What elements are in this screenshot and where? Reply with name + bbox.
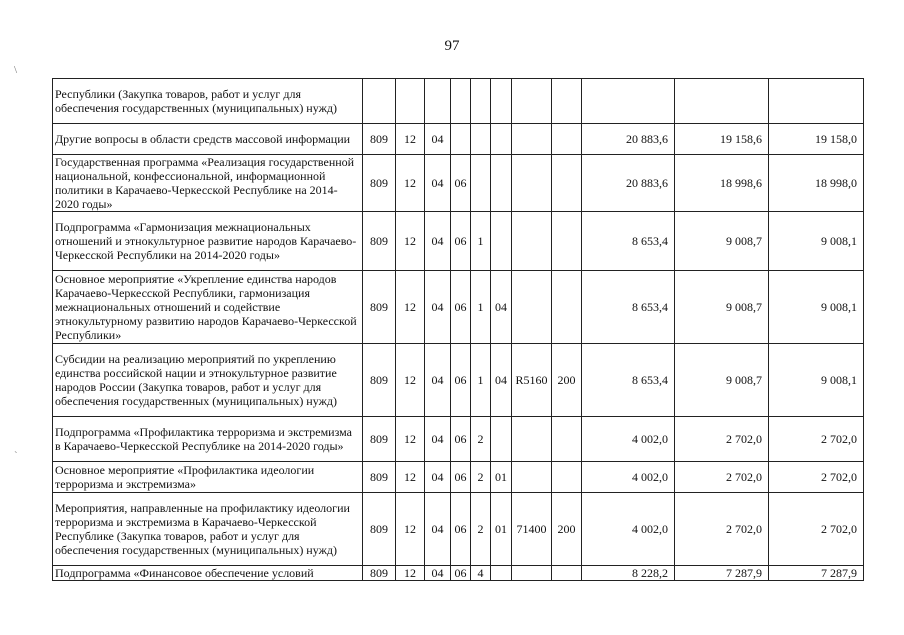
code-subsection: 04: [425, 462, 451, 493]
table-row: [53, 493, 864, 566]
table-row: [53, 344, 864, 417]
code-subprogram: [471, 124, 491, 155]
amount-year-3: 19 158,0: [769, 124, 864, 155]
table-row: [53, 417, 864, 462]
code-section: 12: [396, 271, 425, 344]
code-activity: [491, 417, 512, 462]
code-direction: [512, 155, 552, 212]
amount-year-1: 20 883,6: [582, 124, 675, 155]
code-subprogram: 4: [471, 566, 491, 581]
code-subsection: 04: [425, 344, 451, 417]
code-direction: [512, 462, 552, 493]
code-expense-type: [552, 462, 582, 493]
amount-year-3: 2 702,0: [769, 417, 864, 462]
code-program: 06: [451, 271, 471, 344]
page-number: 97: [444, 38, 460, 54]
amount-year-2: 7 287,9: [675, 566, 769, 581]
code-subprogram: 1: [471, 271, 491, 344]
code-expense-type: [552, 79, 582, 124]
code-subprogram: [471, 79, 491, 124]
code-direction: R5160: [512, 344, 552, 417]
row-description: Подпрограмма «Профилактика терроризма и экстремизма в Карачаево-Черкесской Республике на 2014-2020 годы»: [53, 417, 363, 462]
scan-mark: \: [14, 64, 18, 76]
code-ministry: 809: [363, 155, 396, 212]
amount-year-1: 8 653,4: [582, 212, 675, 271]
row-description: Основное мероприятие «Укрепление единства народов Карачаево-Черкесской Республики, гармонизация межнациональных отношений и содействие этнокультурному развитию народов Карачаево-Черкесской Республики»: [53, 271, 363, 344]
table-row: [53, 155, 864, 212]
budget-table: [52, 78, 864, 581]
code-subsection: 04: [425, 124, 451, 155]
code-expense-type: [552, 124, 582, 155]
code-section: 12: [396, 417, 425, 462]
code-ministry: 809: [363, 344, 396, 417]
table-row: [53, 79, 864, 124]
amount-year-2: 2 702,0: [675, 417, 769, 462]
code-activity: 01: [491, 462, 512, 493]
code-program: 06: [451, 417, 471, 462]
code-subsection: 04: [425, 417, 451, 462]
amount-year-2: 2 702,0: [675, 462, 769, 493]
row-description: Подпрограмма «Финансовое обеспечение условий: [53, 566, 363, 581]
table-row: [53, 462, 864, 493]
code-direction: [512, 124, 552, 155]
code-expense-type: [552, 417, 582, 462]
amount-year-3: 9 008,1: [769, 271, 864, 344]
table-body: [53, 79, 864, 581]
code-ministry: [363, 79, 396, 124]
amount-year-2: 2 702,0: [675, 493, 769, 566]
table-row: [53, 566, 864, 581]
amount-year-1: 8 653,4: [582, 271, 675, 344]
amount-year-1: [582, 79, 675, 124]
code-direction: [512, 417, 552, 462]
code-section: 12: [396, 124, 425, 155]
table-row: [53, 212, 864, 271]
amount-year-3: 2 702,0: [769, 462, 864, 493]
code-direction: [512, 212, 552, 271]
code-activity: [491, 212, 512, 271]
code-ministry: 809: [363, 493, 396, 566]
code-section: 12: [396, 493, 425, 566]
code-expense-type: 200: [552, 493, 582, 566]
code-direction: [512, 79, 552, 124]
code-direction: 71400: [512, 493, 552, 566]
amount-year-2: 9 008,7: [675, 344, 769, 417]
amount-year-2: 9 008,7: [675, 271, 769, 344]
code-section: 12: [396, 566, 425, 581]
code-ministry: 809: [363, 212, 396, 271]
code-subsection: [425, 79, 451, 124]
code-section: [396, 79, 425, 124]
code-program: 06: [451, 212, 471, 271]
code-subsection: 04: [425, 493, 451, 566]
code-activity: [491, 155, 512, 212]
code-activity: [491, 566, 512, 581]
amount-year-1: 8 228,2: [582, 566, 675, 581]
scan-mark: `: [14, 450, 18, 462]
code-program: 06: [451, 344, 471, 417]
amount-year-2: 18 998,6: [675, 155, 769, 212]
code-expense-type: 200: [552, 344, 582, 417]
row-description: Республики (Закупка товаров, работ и услуг для обеспечения государственных (муниципальных) нужд): [53, 79, 363, 124]
code-subprogram: 2: [471, 493, 491, 566]
code-ministry: 809: [363, 417, 396, 462]
code-program: 06: [451, 462, 471, 493]
row-description: Подпрограмма «Гармонизация межнациональных отношений и этнокультурное развитие народов Карачаево-Черкесской Республики на 2014-2020 годы»: [53, 212, 363, 271]
amount-year-3: 18 998,0: [769, 155, 864, 212]
amount-year-1: 4 002,0: [582, 417, 675, 462]
row-description: Мероприятия, направленные на профилактику идеологии терроризма и экстремизма в Карачаево-Черкесской Республике (Закупка товаров, работ и услуг для обеспечения государственных (муниципальных) нужд): [53, 493, 363, 566]
code-subprogram: 1: [471, 344, 491, 417]
code-section: 12: [396, 462, 425, 493]
code-subprogram: 2: [471, 417, 491, 462]
row-description: Другие вопросы в области средств массовой информации: [53, 124, 363, 155]
amount-year-3: 9 008,1: [769, 344, 864, 417]
amount-year-3: 9 008,1: [769, 212, 864, 271]
amount-year-1: 8 653,4: [582, 344, 675, 417]
code-subsection: 04: [425, 212, 451, 271]
code-expense-type: [552, 566, 582, 581]
code-direction: [512, 566, 552, 581]
code-section: 12: [396, 212, 425, 271]
code-subprogram: 1: [471, 212, 491, 271]
code-activity: 01: [491, 493, 512, 566]
code-section: 12: [396, 344, 425, 417]
code-program: 06: [451, 155, 471, 212]
table-row: [53, 271, 864, 344]
code-expense-type: [552, 155, 582, 212]
code-activity: [491, 124, 512, 155]
amount-year-3: [769, 79, 864, 124]
code-ministry: 809: [363, 124, 396, 155]
code-activity: 04: [491, 271, 512, 344]
code-program: [451, 124, 471, 155]
code-activity: 04: [491, 344, 512, 417]
amount-year-2: [675, 79, 769, 124]
row-description: Субсидии на реализацию мероприятий по укреплению единства российской нации и этнокультурное развитие народов России (Закупка товаров, работ и услуг для обеспечения государственных (муниципальных) нужд): [53, 344, 363, 417]
amount-year-1: 4 002,0: [582, 493, 675, 566]
amount-year-2: 19 158,6: [675, 124, 769, 155]
row-description: Основное мероприятие «Профилактика идеологии терроризма и экстремизма»: [53, 462, 363, 493]
code-direction: [512, 271, 552, 344]
amount-year-1: 20 883,6: [582, 155, 675, 212]
row-description: Государственная программа «Реализация государственной национальной, конфессиональной, информационной политики в Карачаево-Черкесской Республике на 2014-2020 годы»: [53, 155, 363, 212]
code-subprogram: 2: [471, 462, 491, 493]
amount-year-3: 2 702,0: [769, 493, 864, 566]
code-expense-type: [552, 271, 582, 344]
code-section: 12: [396, 155, 425, 212]
code-program: 06: [451, 493, 471, 566]
code-program: [451, 79, 471, 124]
code-activity: [491, 79, 512, 124]
code-program: 06: [451, 566, 471, 581]
code-ministry: 809: [363, 271, 396, 344]
code-subsection: 04: [425, 566, 451, 581]
code-ministry: 809: [363, 566, 396, 581]
code-subprogram: [471, 155, 491, 212]
amount-year-3: 7 287,9: [769, 566, 864, 581]
amount-year-1: 4 002,0: [582, 462, 675, 493]
table-row: [53, 124, 864, 155]
code-subsection: 04: [425, 155, 451, 212]
code-ministry: 809: [363, 462, 396, 493]
code-expense-type: [552, 212, 582, 271]
amount-year-2: 9 008,7: [675, 212, 769, 271]
code-subsection: 04: [425, 271, 451, 344]
